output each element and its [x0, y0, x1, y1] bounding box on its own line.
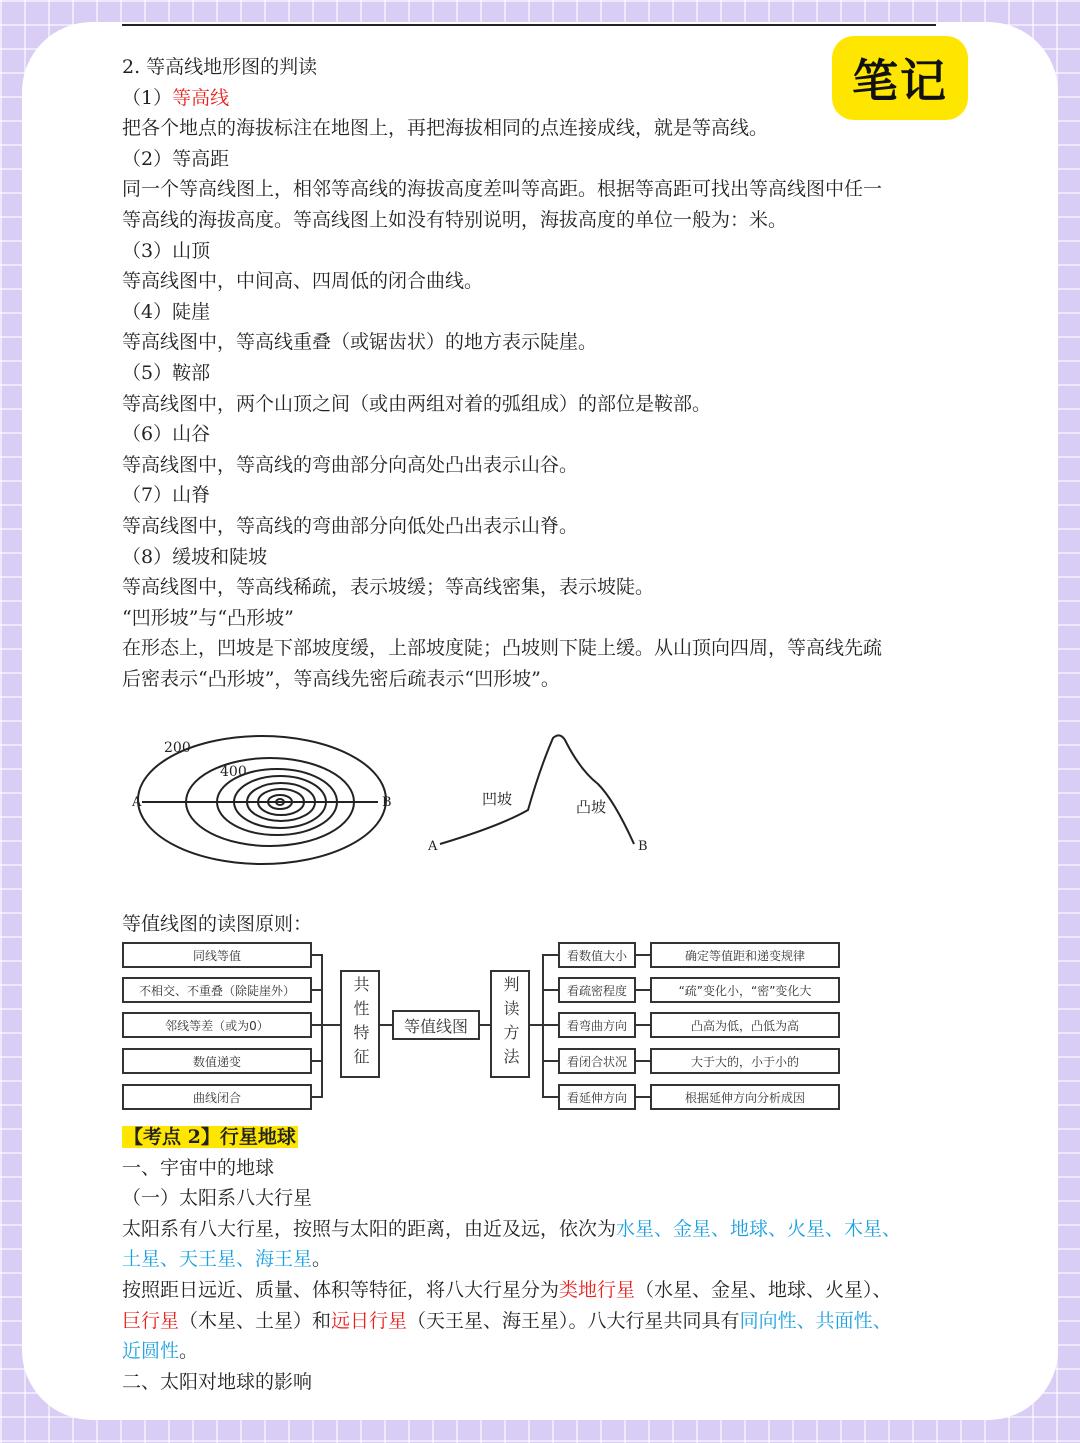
text-run: 。 [179, 1340, 199, 1363]
item-body: 同一个等高线图上，相邻等高线的海拔高度差叫等高距。根据等高距可找出等高线图中任一 [122, 178, 883, 201]
connector [321, 954, 323, 1098]
concave-slope-label: 凹坡 [482, 790, 513, 808]
connector [636, 1024, 650, 1026]
item-body: 等高线图中，等高线的弯曲部分向高处凸出表示山谷。 [122, 453, 579, 476]
slope-label-b: B [638, 839, 648, 854]
connector [530, 1024, 542, 1026]
item-term: 山谷 [172, 423, 211, 446]
convex-slope-label: 凸坡 [576, 798, 607, 816]
isoline-map-box: 等值线图 [392, 1010, 480, 1040]
heading-sun-influence: 二、太阳对地球的影响 [122, 1370, 313, 1393]
planets-paragraph-line [122, 1244, 952, 1275]
common-traits: 同向性、共面性、 [739, 1309, 892, 1332]
connector [542, 1024, 558, 1026]
item-body: 等高线图中，等高线重叠（或锯齿状）的地方表示陡崖。 [122, 331, 598, 354]
text-run: （天王星、海王星）。八大行星共同具有 [407, 1309, 740, 1332]
item-body: 把各个地点的海拔标注在地图上，再把海拔相同的点连接成线，就是等高线。 [122, 117, 769, 140]
method-box: 看闭合状况 [558, 1048, 636, 1074]
contour-label-a: A [132, 795, 142, 810]
item-term: 等高距 [172, 147, 230, 170]
text-run: 按照距日远近、质量、体积等特征，将八大行星分为 [122, 1278, 560, 1301]
method-box: 看弯曲方向 [558, 1012, 636, 1038]
item-body: 等高线的海拔高度。等高线图上如没有特别说明，海拔高度的单位一般为：米。 [122, 208, 788, 231]
item-number: （7） [122, 484, 173, 507]
kaodian-heading [122, 1122, 952, 1153]
connector [636, 954, 650, 956]
result-box: “疏”变化小，“密”变化大 [650, 977, 840, 1003]
connector [322, 1024, 342, 1026]
item-term: 鞍部 [172, 361, 211, 384]
planet-earth-section [122, 1122, 952, 1397]
classification-paragraph-line [122, 1306, 952, 1337]
text-run: （木星、土星）和 [179, 1309, 332, 1332]
item-number: （3） [122, 239, 173, 262]
item-body: 等高线图中，等高线的弯曲部分向低处凸出表示山脊。 [122, 514, 579, 537]
result-box: 确定等值距和递变规律 [650, 942, 840, 968]
item-body: 等高线图中，中间高、四周低的闭合曲线。 [122, 270, 484, 293]
terrestrial-planets-term: 类地行星 [559, 1278, 636, 1301]
item-number: （8） [122, 545, 173, 568]
reading-methods-label: 判读方法 [501, 976, 520, 1072]
text-run: 太阳系有八大行星，按照与太阳的距离，由近及远，依次为 [122, 1217, 617, 1240]
item-number: （2） [122, 147, 173, 170]
feature-box: 邻线等差（或为0） [122, 1012, 312, 1038]
notes-badge: 笔记 [832, 36, 968, 120]
section-title: 2. 等高线地形图的判读 [122, 56, 318, 78]
common-features-box [340, 970, 380, 1078]
giant-planets-term: 巨行星 [122, 1309, 180, 1332]
item-term: 山顶 [172, 239, 211, 262]
method-box: 看数值大小 [558, 942, 636, 968]
connector [542, 954, 558, 956]
connector [636, 1096, 650, 1098]
planet-names: 水星、金星、地球、火星、木星、 [616, 1217, 902, 1240]
slope-label-a: A [428, 839, 438, 854]
feature-box: 不相交、不重叠（除陡崖外） [122, 977, 312, 1003]
feature-box: 同线等值 [122, 942, 312, 968]
contour-label-400: 400 [220, 764, 247, 780]
item-number: （4） [122, 300, 173, 323]
connector [480, 1024, 490, 1026]
contour-label-b: B [382, 795, 392, 810]
slope-body: 在形态上，凹坡是下部坡度缓，上部坡度陡；凸坡则下陡上缓。从山顶向四周，等高线先疏 [122, 637, 883, 660]
text-run: （水星、金星、地球、火星）、 [635, 1278, 892, 1301]
item-number: （6） [122, 423, 173, 446]
connector [636, 1060, 650, 1062]
slope-body: 后密表示“凸形坡”，等高线先密后疏表示“凹形坡”。 [122, 667, 560, 690]
heading-universe-earth: 一、宇宙中的地球 [122, 1156, 275, 1179]
connector [636, 989, 650, 991]
connector [542, 1060, 558, 1062]
result-box: 凸高为低，凸低为高 [650, 1012, 840, 1038]
connector [380, 1024, 392, 1026]
item-number: （1） [122, 86, 173, 109]
classification-paragraph-line [122, 1275, 952, 1306]
note-card [22, 22, 1058, 1420]
contour-line-term: 等高线 [172, 86, 230, 109]
heading-eight-planets: （一）太阳系八大行星 [122, 1187, 313, 1210]
connector [542, 989, 558, 991]
connector [542, 954, 544, 1098]
planets-paragraph-line [122, 1214, 952, 1245]
kaodian-highlight: 【考点 2】行星地球 [124, 1126, 296, 1148]
item-term: 山脊 [172, 484, 211, 507]
connector [542, 1096, 558, 1098]
distant-planets-term: 远日行星 [331, 1309, 408, 1332]
result-box: 大于大的，小于小的 [650, 1048, 840, 1074]
reading-methods-box [490, 970, 530, 1078]
feature-box: 数值递变 [122, 1048, 312, 1074]
item-term: 陡崖 [172, 300, 211, 323]
method-box: 看延伸方向 [558, 1084, 636, 1110]
slope-title: “凹形坡”与“凸形坡” [122, 606, 294, 629]
item-term: 缓坡和陡坡 [172, 545, 268, 568]
item-number: （5） [122, 361, 173, 384]
common-traits: 近圆性 [122, 1340, 180, 1363]
common-features-label: 共性特征 [351, 976, 370, 1072]
text-run: 。 [312, 1248, 332, 1271]
item-body: 等高线图中，等高线稀疏，表示坡缓；等高线密集，表示坡陡。 [122, 576, 655, 599]
method-box: 看疏密程度 [558, 977, 636, 1003]
contour-label-200: 200 [164, 740, 191, 756]
result-box: 根据延伸方向分析成因 [650, 1084, 840, 1110]
item-body: 等高线图中，两个山顶之间（或由两组对着的弧组成）的部位是鞍部。 [122, 392, 712, 415]
isoline-caption: 等值线图的读图原则： [122, 913, 313, 935]
isoline-flowchart [22, 22, 1058, 1122]
planet-names: 土星、天王星、海王星 [122, 1248, 313, 1271]
classification-paragraph-line [122, 1336, 952, 1367]
feature-box: 曲线闭合 [122, 1084, 312, 1110]
